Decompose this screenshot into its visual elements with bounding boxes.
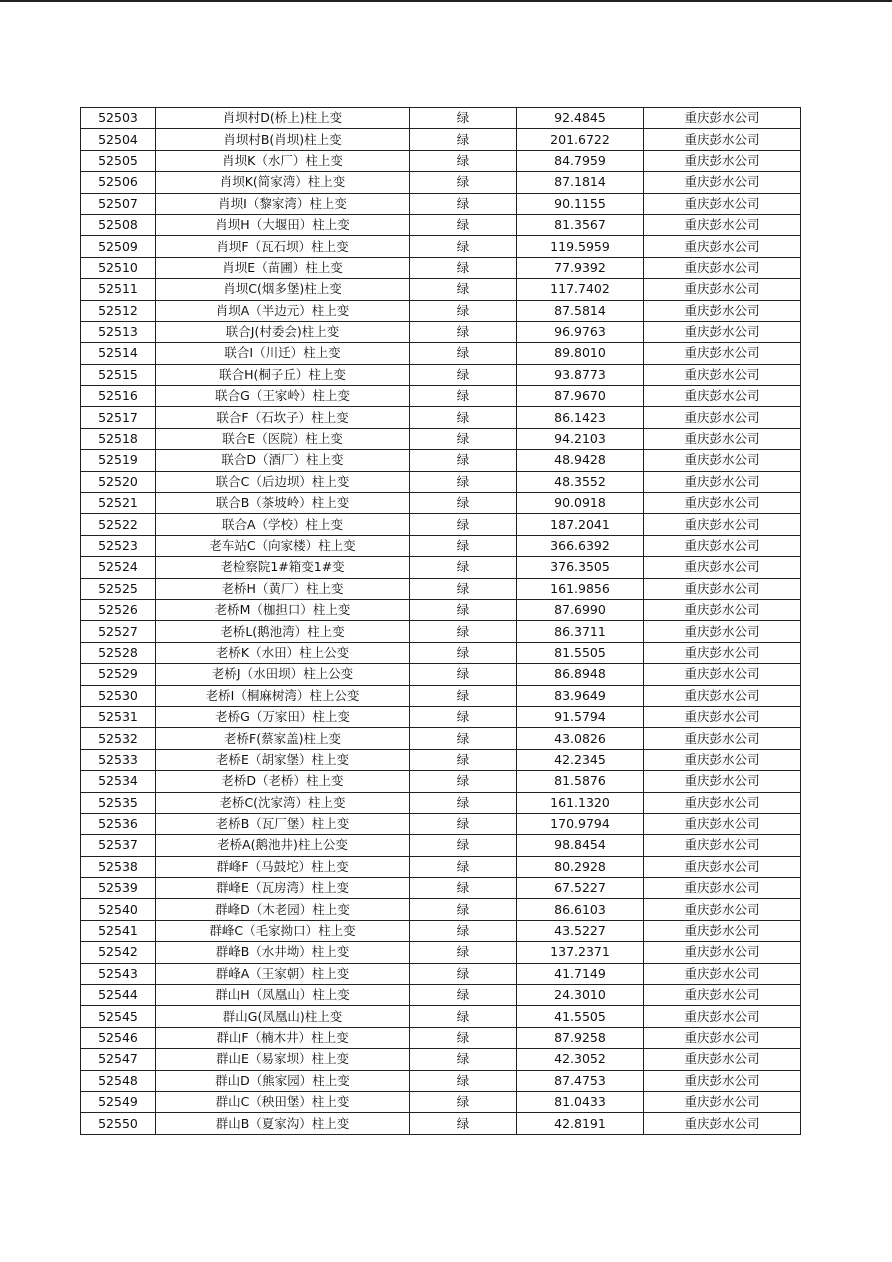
table-row (81, 813, 801, 834)
cell-color: 绿 (410, 514, 517, 535)
cell-company: 重庆彭水公司 (644, 535, 801, 556)
cell-color: 绿 (410, 899, 517, 920)
cell-company: 重庆彭水公司 (644, 343, 801, 364)
cell-value: 94.2103 (517, 428, 644, 449)
table-row (81, 1091, 801, 1112)
cell-id: 52529 (81, 664, 156, 685)
cell-id: 52540 (81, 899, 156, 920)
cell-value: 89.8010 (517, 343, 644, 364)
cell-id: 52527 (81, 621, 156, 642)
table-row (81, 942, 801, 963)
cell-value: 81.3567 (517, 214, 644, 235)
cell-company: 重庆彭水公司 (644, 364, 801, 385)
table-row (81, 300, 801, 321)
table-row (81, 108, 801, 129)
cell-value: 81.5876 (517, 771, 644, 792)
table-row (81, 1113, 801, 1134)
cell-color: 绿 (410, 343, 517, 364)
cell-color: 绿 (410, 300, 517, 321)
cell-color: 绿 (410, 236, 517, 257)
cell-color: 绿 (410, 407, 517, 428)
cell-name: 群峰C（毛家拗口）柱上变 (156, 920, 410, 941)
cell-company: 重庆彭水公司 (644, 792, 801, 813)
cell-id: 52505 (81, 150, 156, 171)
cell-name: 肖坝村B(肖坝)柱上变 (156, 129, 410, 150)
table-row (81, 856, 801, 877)
cell-name: 群峰F（马鼓坨）柱上变 (156, 856, 410, 877)
cell-value: 93.8773 (517, 364, 644, 385)
cell-color: 绿 (410, 1070, 517, 1091)
cell-color: 绿 (410, 471, 517, 492)
cell-value: 42.8191 (517, 1113, 644, 1134)
cell-company: 重庆彭水公司 (644, 621, 801, 642)
cell-company: 重庆彭水公司 (644, 150, 801, 171)
cell-value: 86.3711 (517, 621, 644, 642)
cell-id: 52548 (81, 1070, 156, 1091)
cell-id: 52539 (81, 878, 156, 899)
cell-color: 绿 (410, 985, 517, 1006)
cell-company: 重庆彭水公司 (644, 321, 801, 342)
cell-color: 绿 (410, 1006, 517, 1027)
cell-color: 绿 (410, 1027, 517, 1048)
cell-company: 重庆彭水公司 (644, 1006, 801, 1027)
cell-company: 重庆彭水公司 (644, 1091, 801, 1112)
cell-company: 重庆彭水公司 (644, 942, 801, 963)
cell-name: 肖坝A（半边元）柱上变 (156, 300, 410, 321)
cell-value: 43.5227 (517, 920, 644, 941)
cell-color: 绿 (410, 706, 517, 727)
cell-company: 重庆彭水公司 (644, 450, 801, 471)
table-row (81, 386, 801, 407)
cell-value: 86.1423 (517, 407, 644, 428)
cell-id: 52520 (81, 471, 156, 492)
cell-id: 52511 (81, 279, 156, 300)
cell-value: 77.9392 (517, 257, 644, 278)
cell-name: 联合I（川迁）柱上变 (156, 343, 410, 364)
cell-name: 群峰D（木老园）柱上变 (156, 899, 410, 920)
cell-company: 重庆彭水公司 (644, 214, 801, 235)
cell-value: 98.8454 (517, 835, 644, 856)
table-row (81, 471, 801, 492)
cell-value: 91.5794 (517, 706, 644, 727)
cell-value: 201.6722 (517, 129, 644, 150)
cell-name: 肖坝H（大堰田）柱上变 (156, 214, 410, 235)
cell-name: 老桥D（老桥）柱上变 (156, 771, 410, 792)
cell-id: 52510 (81, 257, 156, 278)
cell-company: 重庆彭水公司 (644, 685, 801, 706)
cell-company: 重庆彭水公司 (644, 300, 801, 321)
table-row (81, 172, 801, 193)
cell-company: 重庆彭水公司 (644, 193, 801, 214)
cell-color: 绿 (410, 728, 517, 749)
table-row (81, 450, 801, 471)
table-row (81, 236, 801, 257)
table-row (81, 728, 801, 749)
cell-company: 重庆彭水公司 (644, 557, 801, 578)
cell-value: 48.9428 (517, 450, 644, 471)
cell-name: 肖坝K(简家湾）柱上变 (156, 172, 410, 193)
cell-company: 重庆彭水公司 (644, 108, 801, 129)
table-row (81, 664, 801, 685)
transformer-table (80, 107, 801, 1135)
cell-color: 绿 (410, 450, 517, 471)
cell-name: 老桥L(鹅池湾）柱上变 (156, 621, 410, 642)
cell-name: 联合H(桐子丘）柱上变 (156, 364, 410, 385)
cell-color: 绿 (410, 856, 517, 877)
table-row (81, 557, 801, 578)
cell-company: 重庆彭水公司 (644, 899, 801, 920)
cell-company: 重庆彭水公司 (644, 129, 801, 150)
cell-value: 161.1320 (517, 792, 644, 813)
cell-name: 群山G(凤凰山)柱上变 (156, 1006, 410, 1027)
table-row (81, 364, 801, 385)
cell-name: 联合A（学校）柱上变 (156, 514, 410, 535)
cell-id: 52545 (81, 1006, 156, 1027)
cell-color: 绿 (410, 664, 517, 685)
table-row (81, 214, 801, 235)
cell-name: 群山E（易家坝）柱上变 (156, 1049, 410, 1070)
cell-color: 绿 (410, 150, 517, 171)
cell-id: 52514 (81, 343, 156, 364)
cell-color: 绿 (410, 257, 517, 278)
cell-color: 绿 (410, 920, 517, 941)
cell-color: 绿 (410, 428, 517, 449)
cell-value: 43.0826 (517, 728, 644, 749)
cell-value: 87.6990 (517, 599, 644, 620)
cell-name: 老桥C(沈家湾）柱上变 (156, 792, 410, 813)
cell-id: 52515 (81, 364, 156, 385)
cell-name: 群山D（熊家园）柱上变 (156, 1070, 410, 1091)
table-row (81, 899, 801, 920)
cell-id: 52507 (81, 193, 156, 214)
cell-color: 绿 (410, 1049, 517, 1070)
cell-color: 绿 (410, 963, 517, 984)
table-row (81, 578, 801, 599)
cell-color: 绿 (410, 792, 517, 813)
cell-value: 119.5959 (517, 236, 644, 257)
cell-name: 老桥F(蔡家盖)柱上变 (156, 728, 410, 749)
cell-id: 52550 (81, 1113, 156, 1134)
cell-color: 绿 (410, 642, 517, 663)
cell-value: 42.3052 (517, 1049, 644, 1070)
table-row (81, 150, 801, 171)
cell-company: 重庆彭水公司 (644, 428, 801, 449)
cell-name: 老桥I（桐麻树湾）柱上公变 (156, 685, 410, 706)
cell-id: 52532 (81, 728, 156, 749)
cell-company: 重庆彭水公司 (644, 407, 801, 428)
table-row (81, 792, 801, 813)
table-row (81, 428, 801, 449)
cell-company: 重庆彭水公司 (644, 920, 801, 941)
cell-name: 联合B（茶坡岭）柱上变 (156, 493, 410, 514)
cell-id: 52542 (81, 942, 156, 963)
table-row (81, 878, 801, 899)
cell-company: 重庆彭水公司 (644, 749, 801, 770)
table-row (81, 749, 801, 770)
cell-value: 48.3552 (517, 471, 644, 492)
cell-name: 联合G（王家岭）柱上变 (156, 386, 410, 407)
cell-name: 群山F（楠木井）柱上变 (156, 1027, 410, 1048)
cell-company: 重庆彭水公司 (644, 257, 801, 278)
cell-company: 重庆彭水公司 (644, 856, 801, 877)
table-row (81, 599, 801, 620)
cell-name: 老桥K（水田）柱上公变 (156, 642, 410, 663)
cell-name: 肖坝C(烟多堡)柱上变 (156, 279, 410, 300)
cell-name: 老桥M（枷担口）柱上变 (156, 599, 410, 620)
cell-id: 52535 (81, 792, 156, 813)
cell-value: 96.9763 (517, 321, 644, 342)
cell-name: 肖坝E（苗圃）柱上变 (156, 257, 410, 278)
cell-value: 92.4845 (517, 108, 644, 129)
cell-name: 老桥A(鹅池井)柱上公变 (156, 835, 410, 856)
table-row (81, 985, 801, 1006)
cell-company: 重庆彭水公司 (644, 642, 801, 663)
cell-color: 绿 (410, 321, 517, 342)
cell-color: 绿 (410, 493, 517, 514)
cell-value: 90.1155 (517, 193, 644, 214)
cell-company: 重庆彭水公司 (644, 813, 801, 834)
cell-name: 老桥E（胡家堡）柱上变 (156, 749, 410, 770)
cell-name: 联合D（酒厂）柱上变 (156, 450, 410, 471)
cell-color: 绿 (410, 193, 517, 214)
cell-id: 52519 (81, 450, 156, 471)
cell-value: 41.7149 (517, 963, 644, 984)
cell-company: 重庆彭水公司 (644, 985, 801, 1006)
cell-name: 老桥J（水田坝）柱上公变 (156, 664, 410, 685)
cell-company: 重庆彭水公司 (644, 1049, 801, 1070)
table-row (81, 493, 801, 514)
cell-name: 肖坝K（水厂）柱上变 (156, 150, 410, 171)
cell-value: 87.9258 (517, 1027, 644, 1048)
cell-id: 52534 (81, 771, 156, 792)
cell-color: 绿 (410, 685, 517, 706)
cell-company: 重庆彭水公司 (644, 878, 801, 899)
cell-color: 绿 (410, 621, 517, 642)
cell-color: 绿 (410, 813, 517, 834)
cell-color: 绿 (410, 1091, 517, 1112)
table-row (81, 1006, 801, 1027)
cell-value: 87.1814 (517, 172, 644, 193)
cell-company: 重庆彭水公司 (644, 728, 801, 749)
cell-name: 群山C（秧田堡）柱上变 (156, 1091, 410, 1112)
cell-name: 肖坝I（黎家湾）柱上变 (156, 193, 410, 214)
table-row (81, 963, 801, 984)
table-row (81, 706, 801, 727)
table-row (81, 1070, 801, 1091)
cell-value: 87.9670 (517, 386, 644, 407)
cell-value: 366.6392 (517, 535, 644, 556)
cell-company: 重庆彭水公司 (644, 279, 801, 300)
cell-value: 42.2345 (517, 749, 644, 770)
table-row (81, 407, 801, 428)
table-row (81, 535, 801, 556)
table-row (81, 1027, 801, 1048)
cell-value: 87.4753 (517, 1070, 644, 1091)
cell-color: 绿 (410, 386, 517, 407)
cell-company: 重庆彭水公司 (644, 835, 801, 856)
cell-color: 绿 (410, 835, 517, 856)
cell-name: 群山B（夏家沟）柱上变 (156, 1113, 410, 1134)
cell-company: 重庆彭水公司 (644, 493, 801, 514)
table-row (81, 621, 801, 642)
cell-id: 52541 (81, 920, 156, 941)
cell-id: 52543 (81, 963, 156, 984)
cell-company: 重庆彭水公司 (644, 236, 801, 257)
cell-color: 绿 (410, 578, 517, 599)
cell-company: 重庆彭水公司 (644, 963, 801, 984)
cell-company: 重庆彭水公司 (644, 599, 801, 620)
cell-id: 52517 (81, 407, 156, 428)
cell-value: 90.0918 (517, 493, 644, 514)
cell-company: 重庆彭水公司 (644, 706, 801, 727)
cell-id: 52549 (81, 1091, 156, 1112)
cell-id: 52508 (81, 214, 156, 235)
cell-value: 86.6103 (517, 899, 644, 920)
cell-name: 联合C（后边坝）柱上变 (156, 471, 410, 492)
cell-id: 52537 (81, 835, 156, 856)
cell-company: 重庆彭水公司 (644, 386, 801, 407)
cell-id: 52513 (81, 321, 156, 342)
cell-value: 83.9649 (517, 685, 644, 706)
table-body (81, 108, 801, 1135)
cell-color: 绿 (410, 749, 517, 770)
cell-value: 80.2928 (517, 856, 644, 877)
cell-color: 绿 (410, 535, 517, 556)
cell-value: 86.8948 (517, 664, 644, 685)
cell-color: 绿 (410, 129, 517, 150)
cell-color: 绿 (410, 364, 517, 385)
cell-color: 绿 (410, 599, 517, 620)
cell-name: 肖坝F（瓦石坝）柱上变 (156, 236, 410, 257)
cell-name: 老车站C（向家楼）柱上变 (156, 535, 410, 556)
table-row (81, 129, 801, 150)
table-row (81, 642, 801, 663)
cell-id: 52538 (81, 856, 156, 877)
cell-id: 52516 (81, 386, 156, 407)
cell-value: 170.9794 (517, 813, 644, 834)
cell-id: 52528 (81, 642, 156, 663)
cell-id: 52506 (81, 172, 156, 193)
cell-company: 重庆彭水公司 (644, 514, 801, 535)
cell-name: 群峰A（王家朝）柱上变 (156, 963, 410, 984)
cell-id: 52521 (81, 493, 156, 514)
cell-value: 137.2371 (517, 942, 644, 963)
cell-name: 老桥H（黄厂）柱上变 (156, 578, 410, 599)
cell-id: 52530 (81, 685, 156, 706)
cell-name: 群山H（凤凰山）柱上变 (156, 985, 410, 1006)
cell-color: 绿 (410, 1113, 517, 1134)
cell-id: 52504 (81, 129, 156, 150)
cell-id: 52525 (81, 578, 156, 599)
cell-color: 绿 (410, 878, 517, 899)
table-row (81, 257, 801, 278)
cell-id: 52509 (81, 236, 156, 257)
cell-id: 52524 (81, 557, 156, 578)
cell-value: 67.5227 (517, 878, 644, 899)
table-row (81, 193, 801, 214)
cell-company: 重庆彭水公司 (644, 1113, 801, 1134)
cell-id: 52523 (81, 535, 156, 556)
table-row (81, 279, 801, 300)
cell-value: 84.7959 (517, 150, 644, 171)
cell-color: 绿 (410, 172, 517, 193)
top-border-line (0, 0, 892, 2)
cell-name: 群峰E（瓦房湾）柱上变 (156, 878, 410, 899)
cell-company: 重庆彭水公司 (644, 664, 801, 685)
cell-value: 81.5505 (517, 642, 644, 663)
cell-id: 52544 (81, 985, 156, 1006)
cell-id: 52533 (81, 749, 156, 770)
cell-company: 重庆彭水公司 (644, 172, 801, 193)
cell-name: 老桥B（瓦厂堡）柱上变 (156, 813, 410, 834)
cell-value: 117.7402 (517, 279, 644, 300)
cell-value: 81.0433 (517, 1091, 644, 1112)
cell-value: 187.2041 (517, 514, 644, 535)
cell-name: 群峰B（水井坳）柱上变 (156, 942, 410, 963)
table-row (81, 1049, 801, 1070)
document-page (80, 107, 800, 1135)
cell-value: 41.5505 (517, 1006, 644, 1027)
cell-value: 161.9856 (517, 578, 644, 599)
cell-color: 绿 (410, 557, 517, 578)
table-row (81, 321, 801, 342)
table-row (81, 685, 801, 706)
cell-id: 52547 (81, 1049, 156, 1070)
cell-id: 52531 (81, 706, 156, 727)
cell-name: 联合F（石坎子）柱上变 (156, 407, 410, 428)
cell-id: 52546 (81, 1027, 156, 1048)
cell-company: 重庆彭水公司 (644, 471, 801, 492)
cell-company: 重庆彭水公司 (644, 1027, 801, 1048)
cell-id: 52512 (81, 300, 156, 321)
table-row (81, 343, 801, 364)
cell-color: 绿 (410, 942, 517, 963)
cell-company: 重庆彭水公司 (644, 771, 801, 792)
cell-name: 老检察院1#箱变1#变 (156, 557, 410, 578)
table-row (81, 514, 801, 535)
cell-name: 联合J(村委会)柱上变 (156, 321, 410, 342)
cell-id: 52522 (81, 514, 156, 535)
cell-id: 52503 (81, 108, 156, 129)
cell-color: 绿 (410, 214, 517, 235)
cell-name: 老桥G（万家田）柱上变 (156, 706, 410, 727)
cell-company: 重庆彭水公司 (644, 1070, 801, 1091)
cell-color: 绿 (410, 771, 517, 792)
cell-id: 52526 (81, 599, 156, 620)
cell-company: 重庆彭水公司 (644, 578, 801, 599)
table-row (81, 920, 801, 941)
cell-value: 24.3010 (517, 985, 644, 1006)
cell-name: 肖坝村D(桥上)柱上变 (156, 108, 410, 129)
cell-name: 联合E（医院）柱上变 (156, 428, 410, 449)
cell-id: 52518 (81, 428, 156, 449)
cell-id: 52536 (81, 813, 156, 834)
cell-value: 376.3505 (517, 557, 644, 578)
cell-color: 绿 (410, 108, 517, 129)
cell-value: 87.5814 (517, 300, 644, 321)
table-row (81, 771, 801, 792)
table-row (81, 835, 801, 856)
cell-color: 绿 (410, 279, 517, 300)
